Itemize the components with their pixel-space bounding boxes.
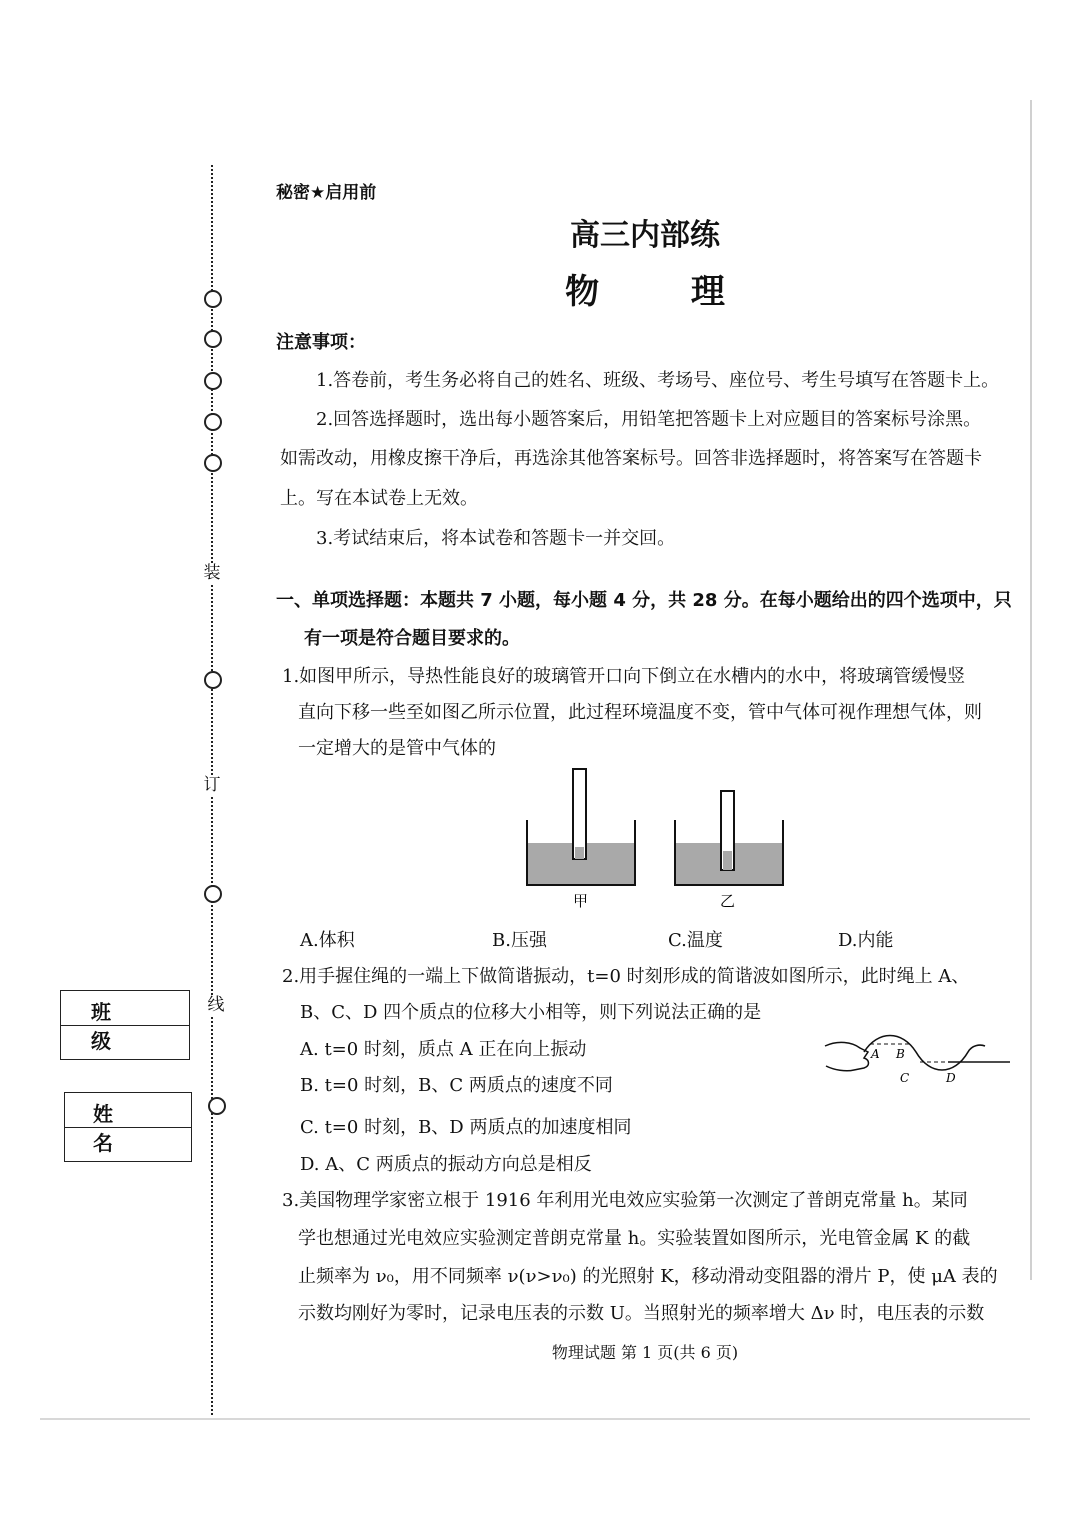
binding-hole [204, 671, 222, 689]
binding-char-ding: 订 [203, 775, 221, 795]
wave-label-a: A [871, 1047, 880, 1061]
class-box [60, 990, 190, 1060]
q1-stem-line: 1.如图甲所示，导热性能良好的玻璃管开口向下倒立在水槽内的水中，将玻璃管缓慢竖 [282, 666, 966, 687]
wave-curve [864, 1036, 985, 1071]
tube-b-water [723, 851, 732, 870]
q2-option-c: C. t=0 时刻，B、D 两质点的加速度相同 [300, 1117, 632, 1138]
section-heading: 一、单项选择题：本题共 7 小题，每小题 4 分，共 28 分。在每小题给出的四个选项中，只 [276, 590, 1012, 611]
wave-label-b: B [896, 1047, 905, 1061]
q3-stem-line: 学也想通过光电效应实验测定普朗克常量 h。实验装置如图所示，光电管金属 K 的截 [298, 1228, 971, 1249]
q2-wave-figure [820, 1030, 1015, 1092]
q3-stem-line: 3.美国物理学家密立根于 1916 年利用光电效应实验第一次测定了普朗克常量 h。某同 [282, 1190, 968, 1211]
notice-line: 上。写在本试卷上无效。 [280, 488, 478, 509]
q3-stem-line: 止频率为 ν₀，用不同频率 ν(ν>ν₀) 的光照射 K，移动滑动变阻器的滑片 P，使 μA 表的 [298, 1266, 998, 1287]
q2-option-d: D. A、C 两质点的振动方向总是相反 [300, 1154, 592, 1175]
binding-hole [208, 1097, 226, 1115]
q1-figure [520, 765, 790, 915]
binding-hole [204, 885, 222, 903]
name-label: 姓 名 [93, 1102, 143, 1155]
q2-stem-line: B、C、D 四个质点的位移大小相等，则下列说法正确的是 [300, 1002, 762, 1023]
binding-char-zhuang: 装 [203, 563, 221, 583]
fig-label-jia: 甲 [573, 892, 589, 910]
q1-stem-line: 一定增大的是管中气体的 [298, 738, 496, 759]
binding-char-xian: 线 [207, 995, 225, 1015]
binding-hole [204, 330, 222, 348]
wave-label-d: D [946, 1071, 956, 1085]
wave-label-c: C [900, 1071, 910, 1085]
notice-line: 如需改动，用橡皮擦干净后，再选涂其他答案标号。回答非选择题时，将答案写在答题卡 [280, 448, 982, 469]
section-heading-cont: 有一项是符合题目要求的。 [304, 628, 520, 649]
q2-stem-line: 2.用手握住绳的一端上下做简谐振动，t=0 时刻形成的简谐波如图所示，此时绳上 A、 [282, 966, 970, 987]
q1-stem-line: 直向下移一些至如图乙所示位置，此过程环境温度不变，管中气体可视作理想气体，则 [298, 702, 982, 723]
tube-a-water [575, 847, 584, 859]
fig-label-yi: 乙 [720, 892, 736, 910]
paper-edge [40, 1418, 1030, 1420]
notice-heading: 注意事项： [276, 332, 366, 353]
q1-option-a: A.体积 [300, 930, 355, 951]
hand-icon [825, 1042, 869, 1070]
notice-line: 1.答卷前，考生务必将自己的姓名、班级、考场号、座位号、考生号填写在答题卡上。 [316, 370, 1000, 391]
notice-line: 2.回答选择题时，选出每小题答案后，用铅笔把答题卡上对应题目的答案标号涂黑。 [316, 409, 982, 430]
subject-title: 物 理 [565, 272, 765, 312]
q3-stem-line: 示数均刚好为零时，记录电压表的示数 U。当照射光的频率增大 Δν 时，电压表的示数 [298, 1303, 985, 1324]
binding-hole [204, 454, 222, 472]
page-footer: 物理试题 第 1 页(共 6 页) [551, 1343, 739, 1362]
binding-hole [204, 372, 222, 390]
q2-option-b: B. t=0 时刻，B、C 两质点的速度不同 [300, 1075, 613, 1096]
q1-option-c: C.温度 [668, 930, 723, 951]
secret-mark: 秘密★启用前 [276, 183, 377, 203]
tube-a [573, 769, 586, 859]
class-label: 班 级 [91, 1000, 141, 1053]
notice-line: 3.考试结束后，将本试卷和答题卡一并交回。 [316, 528, 676, 549]
exam-title: 高三内部练 [570, 218, 720, 253]
binding-hole [204, 413, 222, 431]
q1-option-d: D.内能 [838, 930, 894, 951]
q2-option-a: A. t=0 时刻，质点 A 正在向上振动 [300, 1039, 587, 1060]
name-box [64, 1092, 192, 1162]
q1-option-b: B.压强 [492, 930, 547, 951]
